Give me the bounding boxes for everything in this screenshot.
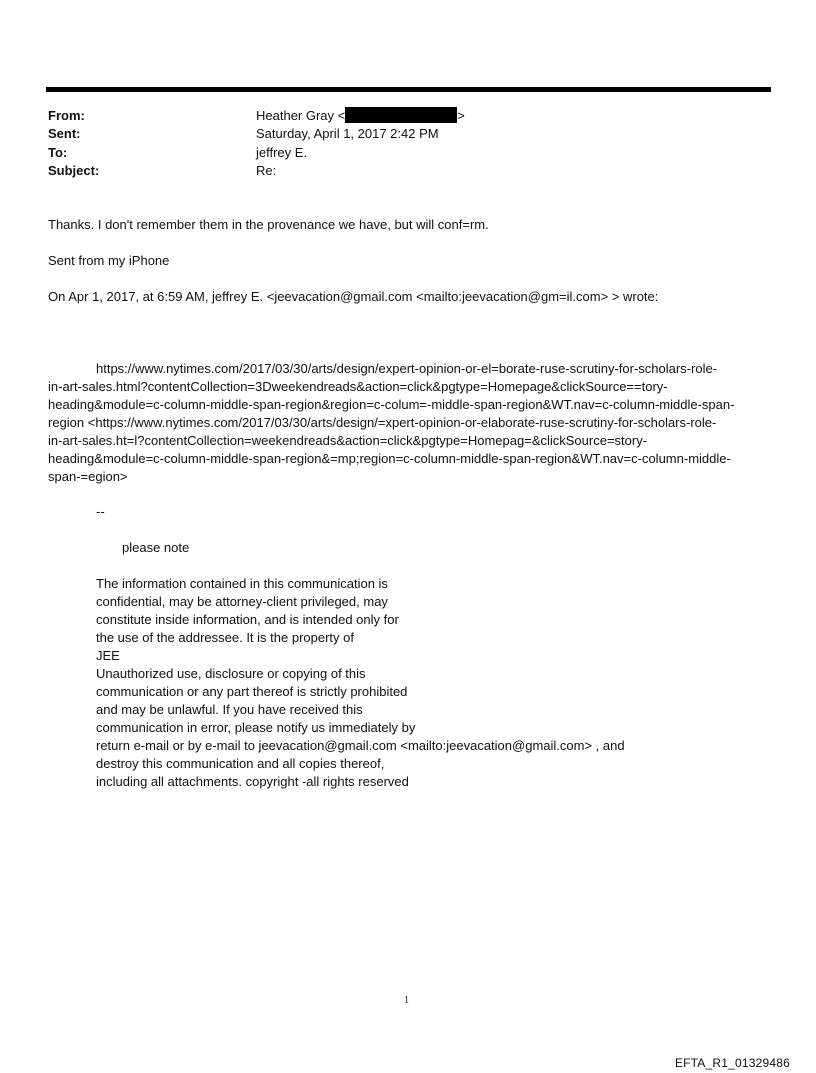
- url-line: in-art-sales.ht=l?contentCollection=weekendreads&action=click&pgtype=Homepag=&clickSource=story-: [48, 433, 648, 448]
- notice-line: The information contained in this communication is: [96, 576, 388, 591]
- url-line: heading&module=c-column-middle-span-region&region=c-colum=-middle-span-region&WT.nav=c-column-middle-span-: [48, 397, 735, 412]
- page-number: 1: [404, 995, 409, 1006]
- sent-value: Saturday, April 1, 2017 2:42 PM: [256, 126, 439, 141]
- quoted-url-block: [48, 360, 773, 486]
- subject-row: [48, 162, 748, 180]
- notice-line: JEE: [96, 648, 120, 663]
- from-label: From:: [48, 108, 85, 123]
- url-line: https://www.nytimes.com/2017/03/30/arts/design/expert-opinion-or-el=borate-ruse-scrutiny-for-scholars-role-: [96, 361, 718, 376]
- notice-line: confidential, may be attorney-client privileged, may: [96, 594, 388, 609]
- sent-label: Sent:: [48, 126, 81, 141]
- notice-line: communication in error, please notify us immediately by: [96, 720, 416, 735]
- from-suffix: >: [457, 108, 465, 123]
- header-rule: [46, 87, 771, 92]
- notice-line: the use of the addressee. It is the property of: [96, 630, 354, 645]
- redaction-bar: [345, 107, 457, 123]
- quote-attribution: On Apr 1, 2017, at 6:59 AM, jeffrey E. <jeevacation@gmail.com <mailto:jeevacation@gm=il.com> > wrote:: [48, 289, 659, 304]
- from-value: [256, 107, 465, 125]
- to-value: jeffrey E.: [256, 145, 308, 160]
- to-label: To:: [48, 145, 68, 160]
- notice-line: and may be unlawful. If you have received this: [96, 702, 363, 717]
- to-row: [48, 144, 748, 162]
- notice-line: communication or any part thereof is strictly prohibited: [96, 684, 408, 699]
- notice-line: including all attachments. copyright -all rights reserved: [96, 774, 409, 789]
- signature-separator: --: [96, 504, 105, 519]
- url-line: region <https://www.nytimes.com/2017/03/30/arts/design/=xpert-opinion-or-elaborate-ruse-scrutiny-for-scholars-role-: [48, 415, 717, 430]
- confidentiality-notice: [96, 575, 625, 791]
- notice-line: destroy this communication and all copies thereof,: [96, 756, 385, 771]
- url-line: in-art-sales.html?contentCollection=3Dweekendreads&action=click&pgtype=Homepage&clickSource==tory-: [48, 379, 668, 394]
- from-row: [48, 107, 748, 125]
- sent-row: [48, 125, 748, 143]
- subject-value: Re:: [256, 163, 277, 178]
- document-id-stamp: EFTA_R1_01329486: [674, 1056, 790, 1070]
- url-line: span-=egion>: [48, 469, 128, 484]
- notice-line: Unauthorized use, disclosure or copying of this: [96, 666, 366, 681]
- iphone-signature: Sent from my iPhone: [48, 253, 170, 268]
- notice-line: return e-mail or by e-mail to jeevacation@gmail.com <mailto:jeevacation@gmail.com> , and: [96, 738, 625, 753]
- notice-line: constitute inside information, and is intended only for: [96, 612, 399, 627]
- please-note-heading: please note: [122, 540, 190, 555]
- from-name: Heather Gray <: [256, 108, 346, 123]
- subject-label: Subject:: [48, 163, 100, 178]
- reply-text: Thanks. I don't remember them in the provenance we have, but will conf=rm.: [48, 217, 489, 232]
- url-line: heading&module=c-column-middle-span-region&=mp;region=c-column-middle-span-region&WT.nav=c-column-middle-: [48, 451, 731, 466]
